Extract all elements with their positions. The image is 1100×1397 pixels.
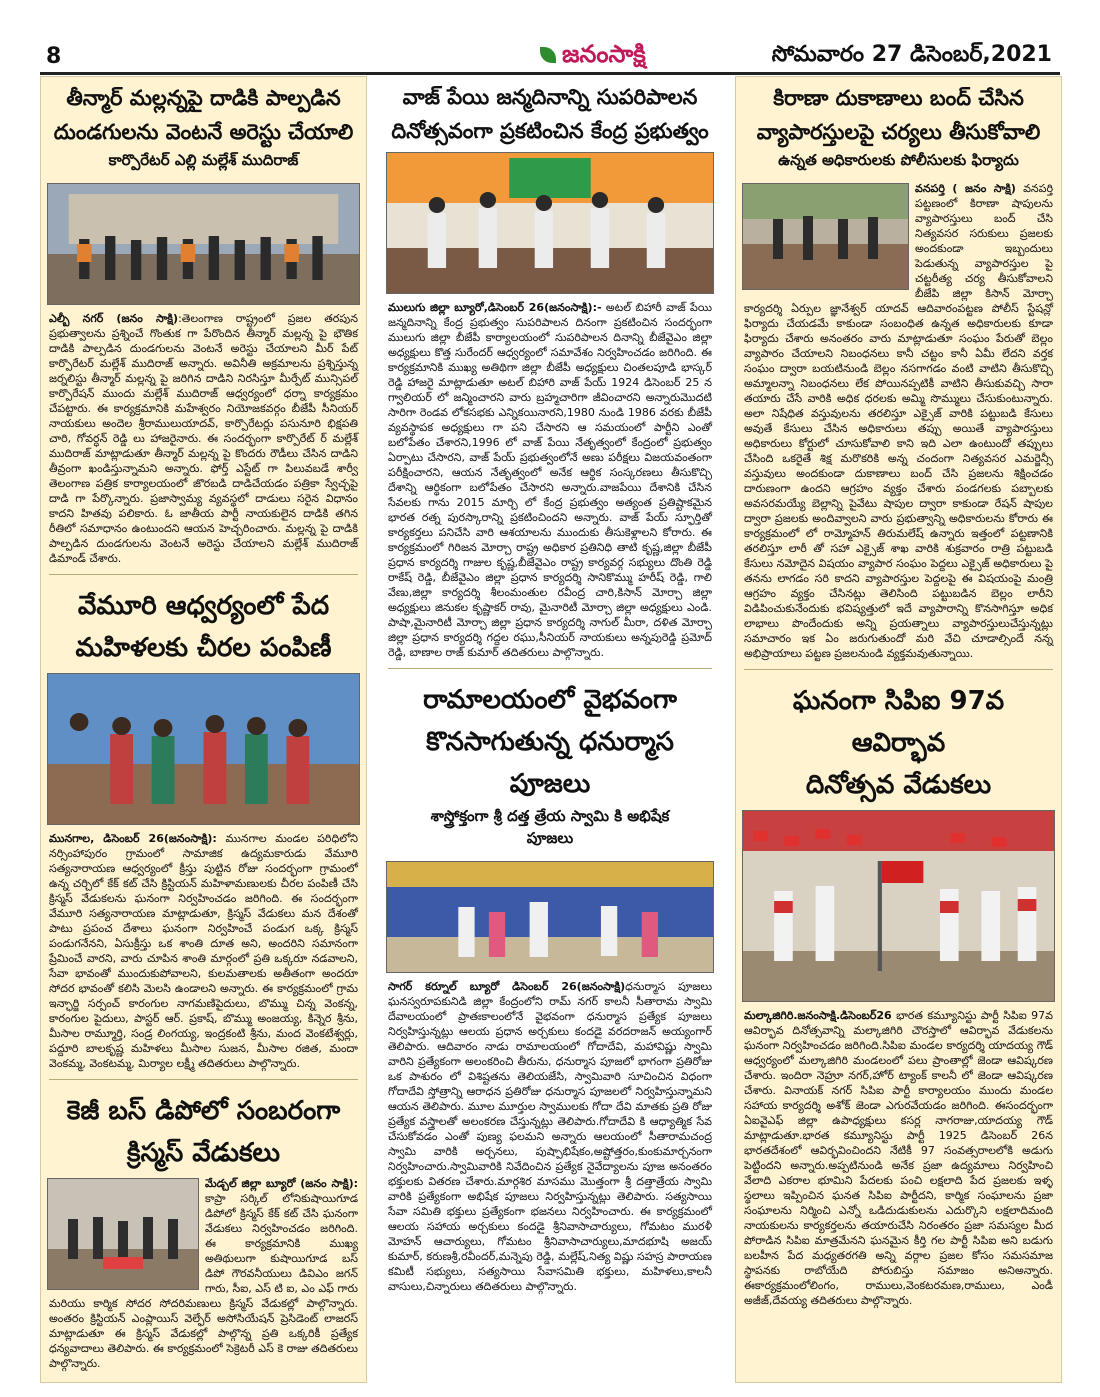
subhead: ఉన్నత అధికారులకు పోలీసులకు ఫిర్యాదు [778,151,1019,169]
article-vajpayee-good-governance [380,76,720,662]
masthead [40,40,1060,75]
issue-date: సోమవారం 27 డిసెంబర్,2021 [771,42,1052,67]
headline: కెజీ బస్ డిపోలో సంబరంగా క్రిస్మస్ వేడుకలు [66,1096,341,1168]
right-column [735,76,1062,1383]
headline: రామాలయంలో వైభవంగా కొనసాగుతున్న ధనుర్మాస పూజలు [423,685,677,799]
article-cpi-formation-day [736,676,1061,1310]
leaf-icon [540,47,556,63]
left-column [40,76,367,1383]
article-body: మునగాల, డిసెంబర్ 26(జనంసాక్షి): మునగాల మండల పరిధిలోని నర్సింహాపురం గ్రామంలో సామాజిక ఉద్యమకారుడు వేమూరి సత్యనారాయణ ఆధ్వర్యంలో క్రీస్తు పుట్టిన రోజు సందర్భంగా గ్రామంలో ఉన్న చర్చిలో కేక్ కట్ చేసి క్రిస్టియన్ మహిళామణులకు చీరల పంపిణీ చేసి క్రిస్మస్ వేడుకలను ఘనంగా నిర్వహించడం జరిగింది. ఈ సందర్భంగా వేమూరి సత్యనారాయణ మాట్లాడుతూ, క్రిస్మస్ వేడుకలు మన దేశంతో పాటు ప్రపంచ దేశాలు ఘనంగా నిర్వహించే పండుగ ఒక్క క్రిస్మస్ పండుగనేనని, ఏసుక్రీస్తు ఒక శాంతి దూత అని, అందరిని సమానంగా ప్రేమించే వారని, వారు చూపిన శాంతి మార్గంలో ప్రతి ఒక్కరూ నడవాలని, సేవా భావంతో ముందుకుపోవాలని, కులమతాలకు అతీతంగా అందరూ సోదర భావంతో కలిసి మెలసి ఉండాలని అన్నారు. ఈ కార్యక్రమంలో గ్రామ ఇన్ఛార్జి సర్పంచ్ కారంగుల నాగమణిపైదులు, బొమ్ము చిన్న వెంకన్న, కారంగుల పైదులు, పాస్టర్ ఆర్. ప్రకాష్, బొమ్ము అంజయ్య, కిన్నెర శ్రీను, మీసాల రామ్మూర్తి, సండ్ర లింగయ్య, ఇంద్రకంటి శ్రీను, మంద వెంకటేశ్వర్లు, పద్దూరి బాలకృష్ణ మహిళలు మీసాల సుజన, మీసాల రజిత, మందా వెంకమ్మ, వెంకటమ్మ, మిర్యాల లక్ష్మీ తదితరులు పాల్గొన్నారు. [49,832,358,1070]
article-photo [47,1178,199,1290]
headline: తీన్మార్ మల్లన్నపై దాడికి పాల్పడిన దుండగులను వెంటనే అరెస్టు చేయాలి [53,86,354,144]
divider [49,574,358,575]
article-teenmar-mallanna [41,77,366,568]
article-body: మల్కాజిగిరి.జనంసాక్షి.డిసెంబర్26 భారత కమ్యూనిస్టు పార్టీ సిపిఐ 97వ ఆవిర్భావ దినోత్సవాన్ని మల్కాజిగిరి చౌరస్తాలో ఆవిర్భావ వేడుకలను ఘనంగా నిర్వహించడం జరిగింది.సిపిఐ మండల కార్యదర్శి యాదయ్య గౌడ్ ఆధ్వర్యంలో మల్కాజిగిరి మండలంలో పలు ప్రాంతాల్లో జెండా ఆవిష్కరణ చేశారు. ఇందిరా నెహ్రూ నగర్,హోర్ ట్యాంక్ కాలనీ లో జెండా ఆవిష్కరణ చేశారు. వినాయక్ నగర్ సిపిఐ పార్టీ కార్యాలయం ముందు మండల సహాయ కార్యదర్శి అశోక్ జెండా ఎగురవేయడం జరిగింది. ఈసందర్భంగా ఏఐవైఎఫ్ జిల్లా ఉపాధ్యక్షులు కసర్ల నాగరాజు,యాదయ్య గౌడ్ మాట్లాడుతూ.భారత కమ్యూనిస్టు పార్టీ 1925 డిసెంబర్ 26న భారతదేశంలో ఆవిర్భవించిందని నేటికీ 97 సంవత్సరాలలోకి అడుగు పెట్టిందని అన్నారు.అప్పటినుండి అనేక ప్రజా ఉద్యమాలు నిర్వహించి వేలాది ఎకరాల భూమిని పేదలకు పంచి లక్షలాది పేద ప్రజలకు ఇళ్ళ స్థలాలు ఇప్పించిన ఘనత సిపిఐ పార్టీదని, కార్మిక సంఘాలను ప్రజా సంఘాలను నిర్మించి ఎన్నో ఒడిదుడుకులను ఎదుర్కొని లక్షలాదిమంది నాయకులను కార్యకర్తలను తయారుచేసి నిరంతరం ప్రజా సమస్యల మీద పోరాడిన సిపిఐ మాత్రమేనని ఘనమైన కీర్తి గల పార్టీ సిపిఐ అని బడుగు బలహీన పేద మధ్యతరగతి అన్ని వర్గాల ప్రజల కోసం సమసమాజ స్థాపనకు రాబోయేది పోరుబిస్తు సమాజం అనిఅన్నారు. ఈకార్యక్రమంలోలింగం, రాములు,వెంకటరమణ,రాములు, ఎండీ అజీజ్,దేవయ్య తదితరులు పాల్గొన్నారు. [744,1009,1053,1307]
article-photo [742,183,909,290]
article-body: సాగర్ కర్నూల్ బ్యూరో డిసెంబర్ 26(జనంసాక్షి)ధనుర్మాస పూజలు ఘనస్వరూపకునిడి జిల్లా కేంద్రంలోని రామ్ నగర్ కాలనీ సీతారామ స్వామి దేవాలయంలో ప్రాతఃకాలంలోనే వైభవంగా ధనుర్మాస ప్రత్యేక పూజలు నిర్వహిస్తున్నట్లు ఆలయ ప్రధాన అర్చకులు కందడై వరదరాజన్ అయ్యంగార్ తెలిపారు. ఆదివారం నాడు రామాలయంలో గోదాదేవి, మహావిష్ణు స్వామి వారిని ప్రత్యేకంగా అలంకరించి తీరును, ధనుర్మాస పూజలో భాగంగా ప్రతిరోజు ఒక పాశురం లో విశిష్టతను తెలియజేసి, స్వామివారి సూచించిన విధంగా గోదాదేవి స్తోత్రాన్ని ఆరాధన ప్రతిరోజు ధనుర్మాస పూజలలో నిర్వహిస్తున్నామని ఆయన తెలిపారు. మూల మూర్తుల స్వాములకు గోదా దేవి మాతకు ప్రతి రోజు ప్రత్యేక వస్త్రాలతో అలంకరణ చేస్తున్నట్లు తెలిపారు.గోదాదేవి కి ఆధ్యాత్మిక సేవ చేసుకోవడం ఎంతో పుణ్య ఫలమని అన్నారు ఆలయంలో సీతారామచంద్ర స్వామి వారికి అర్చనలు, పుష్పాభిషేకం,అష్టోత్తరం,కుంకుమార్చనంగా నిర్వహించారు.స్వామివారికి నివేదించిన ప్రత్యేక నైవేద్యాలను పూజ అనంతరం భక్తులకు వితరణ చేశారు.మార్గశిర మాసము మొత్తంగా శ్రీ దత్తాత్రేయ స్వామి వారికి ప్రత్యేకంగా అభిషేక పూజలు నిర్వహిస్తున్నట్లు తెలిపారు. సత్యసాయి సేవా సమితి భక్తులు ప్రత్యేకంగా భజనలు నిర్వహించారు. ఈ కార్యక్రమంలో ఆలయ సహాయ అర్చకులు కందడై శ్రీనివాసాచార్యులు, గోమటం మురళీ మోహన్ ఆచార్యులు, గోమటం శ్రీనివాసాచార్యులు,మాదభూషి అజయ్ కుమార్, కరుణశ్రీ,రవీందర్,మన్నెపు రెడ్డి, మల్లేష్,నిత్య విష్ణు సహస్ర పారాయణ కమిటీ సభ్యులు, సత్యసాయి సేవాసమితి భక్తులు, మహిళలు,కాలనీ వాసులు,చిన్నారులు తదితరులు పాల్గొన్నారు. [388,980,712,1293]
divider [744,669,1053,670]
article-body: వనపర్తి ( జనం సాక్షి) వనపర్తి పట్టణంలో కిరాణా షాపులను వ్యాపారస్తులు బంద్ చేసి నిత్యవసర సరుకులు ప్రజలకు అందకుండా ఇబ్బందులు పెడుతున్న వ్యాపారస్తుల పై చట్టరీత్య చర్య తీసుకోవాలని బీజేపి జిల్లా కిసాన్ మోర్చా కార్యదర్శి ఏర్పుల జ్ఞానేశ్వర్ యాదవ్ ఆదివారంపట్టణ పోలీస్ స్టేషన్లో ఫిర్యాదు చేయడమే కాకుండా సంబంధిత ఉన్నత అధికారులకు కూడా ఫిర్యాదు చేశారు అనంతరం వారు మాట్లాడుతూ సంఘం పేరుతో బెల్లం వ్యాపారం చేయాలని నిబంధనలు కానీ చట్టం కానీ ఏమీ లేదని వర్తక సంఘం ద్వారా బయటినుండి బెల్లం నసగాగడం వంటి వాటిని తీసుకొచ్చి అమ్మాలన్నా నిబంధనలు లేక పోయినప్పటికీ వాటిని తీసుకువచ్చి సారా తయారు చేసే వారికి అధిక ధరలకు అమ్మి సొమ్ములు చేసుకుంటున్నారు. అలా నిషేధిత వస్తువులను తరలిస్తూ ఎక్సైజ్ వారికి పట్టుబడి కేసులు అవుతే కేసులు చేసిన అధికారులు తప్పు అయితే వ్యాపారస్తులు అధికారులు కోర్టులో చూసుకోవాలి కాని ఇది ఎలా ఉంటుందో తప్పులు చేసింది ఒకరైతే శిక్ష మరొకరికి అన్న చందంగా నిత్యవసర ఎమర్జెన్సీ వస్తువులు అందకుండా దుకాణాలు బంద్ చేసి ప్రజలను శిక్షించడం దారుణంగా ఉందని ఆగ్రహం వ్యక్తం చేశారు పండగలకు పబ్బాలకు అవసరమయ్యే బెల్లాన్ని పైవేటు షాపుల ద్వారా కాకుండా రేషన్ షాపుల ద్వారా ప్రజలకు అందివ్వాలని వారు ప్రభుత్వాన్ని అధికారులను కోరారు ఈ కార్యక్రమంలో లో రామ్మోహన్ తిరుమలేష్ ఉన్నారు ఇత్తంలో పట్టణానికి తరలిస్తూ లారీ తో సహా ఎక్సైజ్ శాఖ వారికి శుక్రవారం రాత్రి పట్టుబడి కేసులు నమోదైన విషయం వ్యాపార సంఘం పెద్దలు ఎక్సైజ్ అధికారులు పై తనను లాగడం సరి కాదని వ్యాపారస్తుల పెద్దలపై ఈ విషయంపై మంత్రి ఆగ్రహం వ్యక్తం చేసినట్లు తెలిసింది పట్టుబడిన బెల్లం లారీని విడిపించుకునేందుకు భవిష్యత్తులో ఇదే వ్యాపారాన్ని కొనసాగిస్తూ అధిక లాభాలు పొందేందుకు అన్ని ప్రయత్నాలు వ్యాపారస్తులుచేస్తున్నట్లు సమాచారం ఇక ఏం జరుగుతుందో మరి వేచి చూడాల్సిందే నన్న అభిప్రాయాలు పట్టణ ప్రజలనుండి వ్యక్తమవుతున్నాయి. [744,182,1053,660]
article-saree-distribution [41,581,366,1073]
headline: వాజ్ పేయి జన్మదినాన్ని సుపరిపాలన దినోత్సవంగా ప్రకటించిన కేంద్ర ప్రభుత్వం [391,85,709,143]
middle-column [380,76,720,1383]
divider [388,668,712,669]
article-photo [386,152,714,294]
article-photo [742,810,1055,1002]
page-number: 8 [46,44,62,69]
masthead-logo [540,40,646,74]
article-photo [47,673,360,825]
divider [49,1079,358,1080]
article-kirana-bandh [736,77,1061,663]
article-photo [386,861,714,973]
subhead: శాస్త్రోక్తంగా శ్రీ దత్త త్రేయ స్వామి కి అభిషేక పూజలు [430,807,670,847]
subhead: కార్పొరేటర్ ఎల్లి మల్లేశ్ ముదిరాజ్ [108,151,299,169]
headline: వేమూరి ఆధ్వర్యంలో పేద మహిళలకు చీరల పంపిణీ [75,591,332,663]
article-photo [47,183,360,305]
article-bus-depot-christmas [41,1086,366,1373]
article-body: ఎల్బీ నగర్ (జనం సాక్షి):తెలంగాణ రాష్ట్రంలో ప్రజల తరపున ప్రభుత్వాలను ప్రశ్నించే గొంతుక గా పేరొందిన తీన్మార్ మల్లన్న పై భౌతిక దాడికి పాల్పడిన దుండగులను వెంటనే అరెస్టు చేయాలని మీర్ పేట్ కార్పొరేటర్ మల్లేశ్ ముదిరాజ్ అన్నారు. అవినీతి అక్రమాలను ప్రశ్నిస్తున్న జర్నలిస్టు తీన్మార్ మల్లన్న పై జరిగిన దాడిని నిరసిస్తూ మీర్పేట్ మున్సిపల్ కార్పొరేషన్ ముందు మల్లేశ్ ముదిరాజ్ ఆధ్వర్యంలో ధర్నా కార్యక్రమం చేపట్టారు. ఈ కార్యక్రమానికి మహేశ్వరం నియోజకవర్గం బీజేపీ సీనియర్ నాయకులు అందెల శ్రీరాములుయాదవ్, కార్పొరేటర్లు పసునూరి భిక్షపతి చారి, గోవర్ధన్ రెడ్డి లు హాజరైనారు. ఈ సందర్భంగా కార్పొరేట్ ర్ మల్లేశ్ ముదిరాజ్ మాట్లాడుతూ తీన్మార్ మల్లన్న పై కొందరు రౌడీలు చేసిన దాడిని తీవ్రంగా ఖండిస్తున్నామని అన్నారు. ఫోర్త్ ఎస్టేట్ గా పిలువబడే శార్వీ తెలంగాణ పత్రిక కార్యాలయంలో జొరబడి దాడిచేయడం పత్రికా స్వేచ్ఛపై దాడి గా పేర్కొన్నారు. ప్రజాస్వామ్య వ్యవస్థలో దాడులు సరైన విధానం కాదని హితవు పలికారు. ఓ జాతీయ పార్టీ నాయకులైన దాడికి తగిన రీతిలో సమాధానం ఉంటుందని ఆయన హెచ్చరించారు. మల్లన్న పై దాడికి పాల్పడిన దుండగులను వెంటనే అరెస్టు చేయాలని మల్లేశ్ ముదిరాజ్ డిమాండ్ చేశారు. [49,312,358,565]
article-body: మేడ్చల్ జిల్లా బ్యూరో (జనం సాక్షి): కాప్రా సర్కిల్ లోనికుషాయిగూడ డిపోలో క్రిస్మస్ కేక్ కట్ చేసి ఘనంగా వేడుకలు నిర్వహించడం జరిగింది. ఈ కార్యక్రమానికి ముఖ్య అతిథులుగా కుషాయిగూడ బస్ డిపో గౌరవనీయులు డివిఎం జగన్ గారు, సీఐ, ఎస్ టి ఐ, ఎం ఎఫ్ గారు మరియు కార్మిక సోదర సోదరిమణులు క్రిస్మస్ వేడుకల్లో పాల్గొన్నారు. అంతరం క్రిస్టియన్ ఎంప్లాయిస్ వెల్ఫేర్ అసోసియేషన్ ప్రెసిడెంట్ లాజరస్ మాట్లాడుతూ ఈ క్రిస్మస్ వేడుకల్లో పాల్గొన్న ప్రతి ఒక్కరికీ ప్రత్యేక ధన్యవాదాలు తెలిపారు. ఈ కార్యక్రమంలో సెక్రెటరీ ఎస్ కె రాజు తదితరులు పాల్గొన్నారు. [49,1177,358,1370]
headline: ఘనంగా సిపిఐ 97వ ఆవిర్భావ దినోత్సవ వేడుకలు [792,686,1005,800]
logo-text: జనంసాక్షి [562,40,646,68]
headline: కిరాణా దుకాణాలు బంద్ చేసిన వ్యాపారస్తులపై చర్యలు తీసుకోవాలి [756,86,1041,144]
article-body: ములుగు జిల్లా బ్యూరో,డిసెంబర్ 26(జనంసాక్షి):- అటల్ బిహారీ వాజ్ పేయి జన్మదినాన్ని కేంద్ర ప్రభుత్వం సుపరిపాలన దినంగా ప్రకటించిన సందర్భంగా ములుగు జిల్లా బీజేపీ కార్యాలయంలో సుపరిపాలన దినాన్ని బీజేవైఎం జిల్లా అధ్యక్షులు కొత్త సురేందర్ ఆధ్వర్యంలో సమావేశం నిర్వహించడం జరిగింది. ఈ కార్యక్రమానికి ముఖ్య అతిథిగా జిల్లా బీజేపీ అధ్యక్షులు చింతలపూడి భాస్కర్ రెడ్డి హాజరై మాట్లాడుతూ అటల్ బిహారి వాజ్ పేయ్ 1924 డిసెంబర్ 25 న గ్వాలియర్ లో జన్మించారని వారు బ్రహ్మచారిగా జీవించారని అన్నారుమొదటి సారిగా రెండవ లోకసభకు ఎన్నికయినారని,1980 నుండి 1986 వరకు బీజేపీ వ్యవస్థాపక అధ్యక్షులు గా పని చేసారని ఆ సమయంలో పార్టీని ఎంతో బలోపేతం చేశారని,1996 లో వాజ్ పేయి నేతృత్వంలో కేంద్రంలో ప్రభుత్వం ఏర్పాటు చేసారని, వాజ్ పేయ్ ప్రభుత్వంలోనే అణు పరీక్షలు విజయవంతంగా పరీక్షించారని, ఆయన నేతృత్వంలో అనేక ఆర్థిక సంస్కరణలు తీసుకొచ్చి దేశాన్ని ఆర్థికంగా బలోపేతం చేసారని అన్నారు.వాజపేయి దేశానికి చేసిన సేవలకు గాను 2015 మార్చి లో కేంద్ర ప్రభుత్వం అత్యంత ప్రతిష్టాకమైన భారత రత్న పురస్కారాన్ని ప్రకటించిందని అన్నారు. వాజ్ పేయ్ స్ఫూర్తితో కార్యకర్తలు పనిచేసి వారి ఆశయాలను ముందుకు తీసుకెళ్లాలని కోరారు. ఈ కార్యక్రమంలో గిరిజన మోర్చా రాష్ట్ర అధికార ప్రతినిధి తాటి కృష్ణ,జిల్లా బీజేపీ ప్రధాన కార్యదర్శి గాజుల కృష్ణ,బీజేవైఎం రాష్ట్ర కార్యవర్గ సభ్యులు దొంతి రెడ్డి రాకేష్ రెడ్డి, బీజేవైఎం జిల్లా ప్రధాన కార్యదర్శి సానికొమ్ము హరీష్ రెడ్డి, గాలి వేణు,జిల్లా కార్యదర్శి శీలంమంతుల రవీంద్ర చారి,కిసాన్ మోర్చా జిల్లా అధ్యక్షులు జినుకల కృష్ణాకర్ రావు, మైనారిటీ మోర్చా జిల్లా అధ్యక్షులు ఎండి. పాషా,మైనారిటీ మోర్చా జిల్లా ప్రధాన కార్యదర్శి నాగుల్ మీరా, దళిత మోర్చా జిల్లా ప్రధాన కార్యదర్శి గద్దల రఘు,సీనియర్ నాయకులు అన్నపురెడ్డి ప్రమోద్ రెడ్డి, బాణాల రాజ్ కుమార్ తదితరులు పాల్గొన్నారు. [388,301,712,659]
article-dhanurmasa-pujalu [380,675,720,1296]
